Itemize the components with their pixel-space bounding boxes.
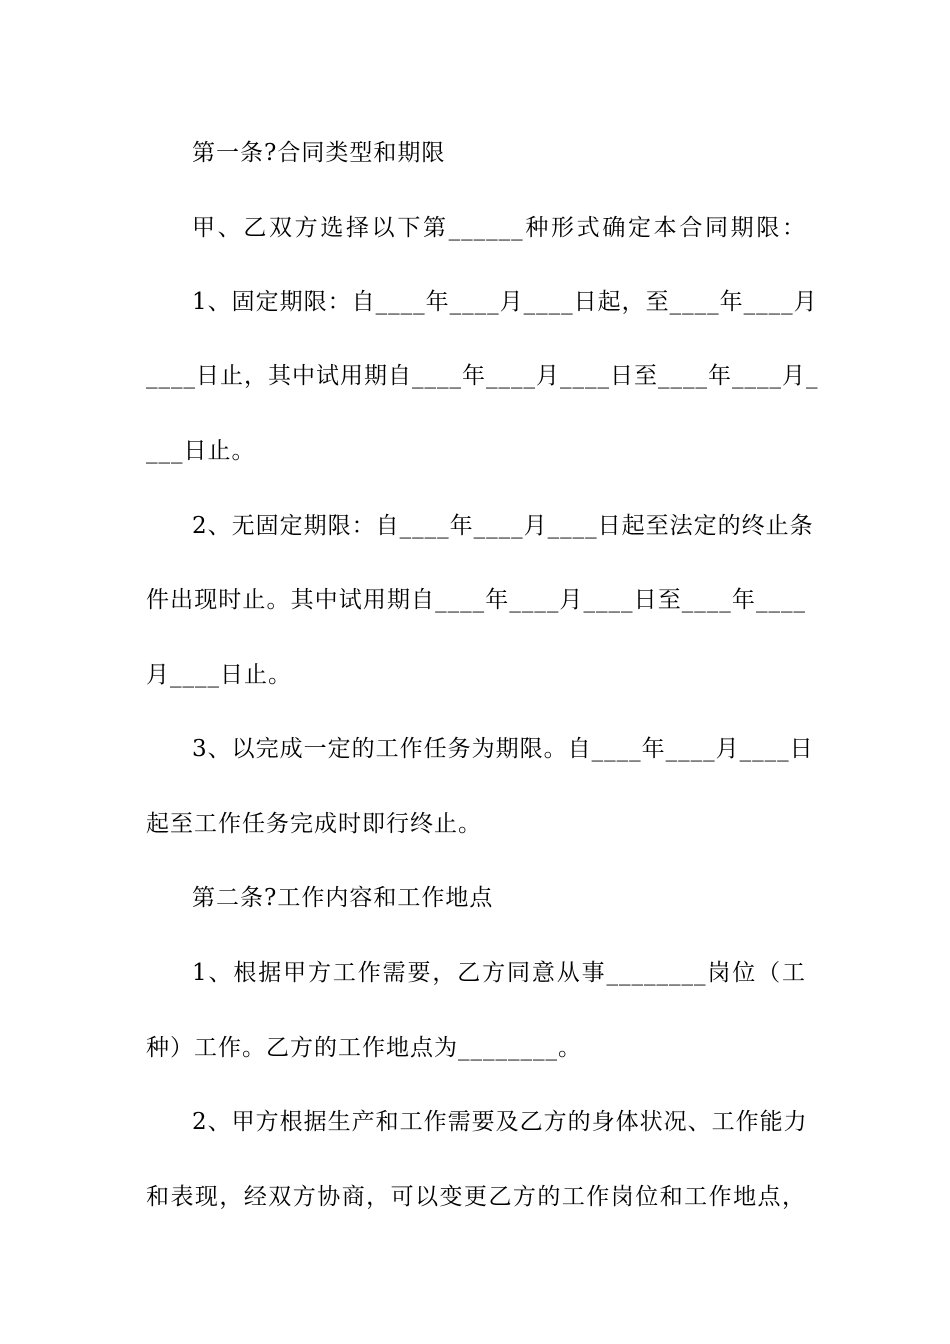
job-content-line-2: 种）工作。乙方的工作地点为________。 [146, 1035, 582, 1061]
job-change-line-1: 2、甲方根据生产和工作需要及乙方的身体状况、工作能力 [192, 1109, 808, 1135]
job-content-line-1: 1、根据甲方工作需要，乙方同意从事________岗位（工 [192, 960, 806, 986]
fixed-term-line-3: ___日止。 [146, 438, 256, 464]
contract-term-choice: 甲、乙双方选择以下第______种形式确定本合同期限： [192, 215, 806, 241]
open-term-line-3: 月____日止。 [146, 662, 292, 688]
fixed-term-line-1: 1、固定期限：自____年____月____日起，至____年____月 [192, 289, 818, 315]
task-term-line-1: 3、以完成一定的工作任务为期限。自____年____月____日 [192, 736, 814, 762]
fixed-term-line-2: ____日止，其中试用期自____年____月____日至____年____月_ [146, 363, 819, 389]
article-1-heading: 第一条?合同类型和期限 [192, 140, 446, 166]
job-change-line-2: 和表现，经双方协商，可以变更乙方的工作岗位和工作地点， [146, 1184, 806, 1210]
article-2-heading: 第二条?工作内容和工作地点 [192, 885, 494, 911]
open-term-line-1: 2、无固定期限：自____年____月____日起至法定的终止条 [192, 513, 814, 539]
open-term-line-2: 件出现时止。其中试用期自____年____月____日至____年____ [146, 587, 806, 613]
task-term-line-2: 起至工作任务完成时即行终止。 [146, 811, 482, 837]
